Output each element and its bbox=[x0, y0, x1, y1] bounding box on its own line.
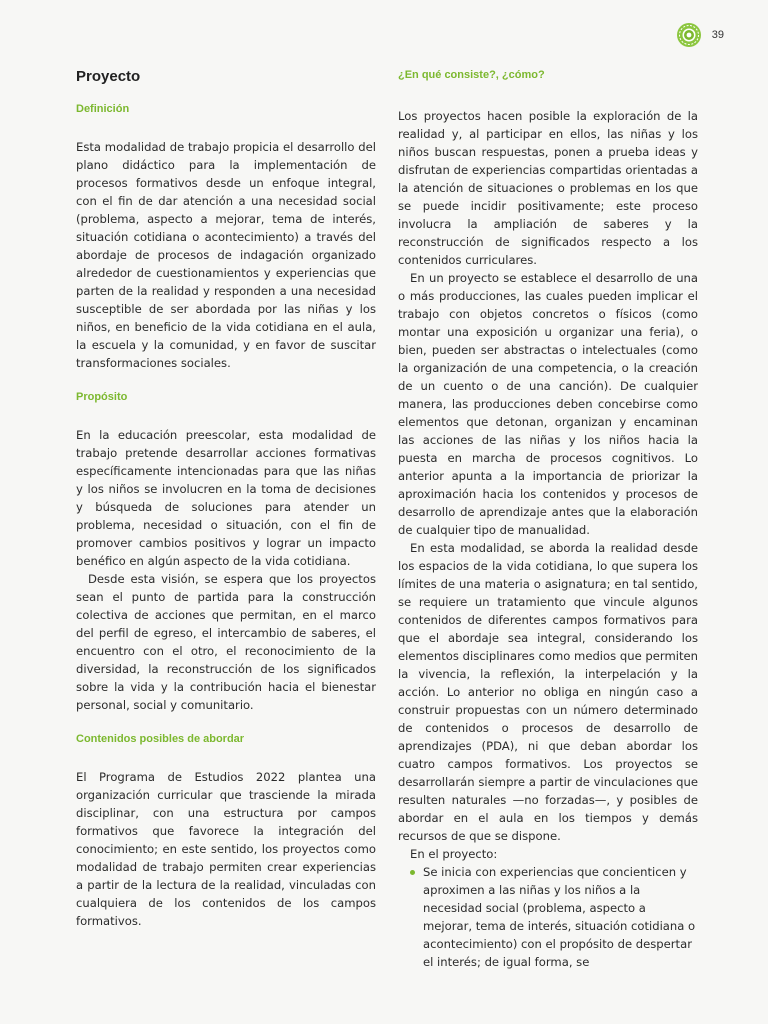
right-column bbox=[398, 66, 698, 971]
consiste-paragraph-1: Los proyectos hacen posible la exploración de la realidad y, al participar en ellos, las niñas y los niños buscan respuestas, ponen a prueba ideas y disfrutan de experiencias compartidas orientadas a la atención de situaciones o problemas en los que se puede incidir positivamente; este proceso involucra la ampliación de saberes y la reconstrucción de significados respecto a los contenidos curriculares. bbox=[398, 109, 698, 267]
definicion-heading: Definición bbox=[76, 103, 130, 115]
floral-ornament-icon bbox=[676, 22, 702, 48]
left-column bbox=[76, 66, 376, 930]
proposito-heading: Propósito bbox=[76, 391, 128, 403]
bullet-list bbox=[398, 863, 698, 971]
contenidos-heading: Contenidos posibles de abordar bbox=[76, 733, 245, 745]
consiste-paragraph-4: En el proyecto: bbox=[410, 847, 498, 861]
proposito-paragraph-2: Desde esta visión, se espera que los proyectos sean el punto de partida para la construcción colectiva de acciones que permitan, en el marco del perfil de egreso, el intercambio de saberes, el encuentro con el otro, el reconocimiento de la diversidad, la reconstrucción de los significados sobre la vida y la contribución hacia el bienestar personal, social y comunitario. bbox=[76, 572, 376, 712]
proposito-paragraph-1: En la educación preescolar, esta modalidad de trabajo pretende desarrollar acciones formativas específicamente intencionadas para que las niñas y los niños se involucren en la toma de decisiones y búsqueda de soluciones para atender un problema, necesidad o situación, con el fin de promover cambios positivos y lograr un impacto benéfico en algún aspecto de la vida cotidiana. bbox=[76, 428, 376, 568]
page-number: 39 bbox=[711, 29, 724, 41]
consiste-paragraph-3: En esta modalidad, se aborda la realidad desde los espacios de la vida cotidiana, lo que supera los límites de una materia o asignatura; en tal sentido, se requiere un tratamiento que vincule algunos contenidos de diferentes campos formativos para que el abordaje sea integral, considerando los elementos disciplinares como medios que permiten la vivencia, la reflexión, la interpelación y la acción. Lo anterior no obliga en ningún caso a construir propuestas con un número determinado de contenidos o procesos de desarrollo de aprendizajes (PDA), ni que deban abordar los cuatro campos formativos. Los proyectos se desarrollarán siempre a partir de vinculaciones que resulten naturales —no forzadas—, y posibles de abordar en el aula en los tiempos y demás recursos de que se dispone. bbox=[398, 541, 698, 843]
contenidos-paragraph: El Programa de Estudios 2022 plantea una organización curricular que trasciende la mirada disciplinar, con una estructura por campos formativos que favorece la integración del conocimiento; en este sentido, los proyectos como modalidad de trabajo permiten crear experiencias a partir de la lectura de la realidad, vinculadas con cualquiera de los contenidos de los campos formativos. bbox=[76, 770, 376, 928]
consiste-paragraph-2: En un proyecto se establece el desarrollo de una o más producciones, las cuales pueden implicar el trabajo con objetos concretos o físicos (como montar una exposición u organizar una feria), o bien, pueden ser abstractas o intelectuales (como la organización de una competencia, o la creación de un cuento o de una canción). De cualquier manera, las producciones deben concebirse como elementos que detonan, organizan y encaminan las acciones de las niñas y los niños hacia la puesta en marcha de procesos cognitivos. Lo anterior apunta a la importancia de priorizar la aproximación hacia los contenidos y procesos de desarrollo de aprendizaje antes que la elaboración de cualquier tipo de manualidad. bbox=[398, 271, 698, 537]
page-header bbox=[676, 22, 724, 48]
list-item: Se inicia con experiencias que concienticen y aproximen a las niñas y los niños a la necesidad social (problema, aspecto a mejorar, tema de interés, situación cotidiana o acontecimiento) con el propósito de despertar el interés; de igual forma, se bbox=[408, 863, 698, 971]
section-title: Proyecto bbox=[76, 68, 141, 85]
consiste-heading: ¿En qué consiste?, ¿cómo? bbox=[398, 69, 545, 81]
definicion-paragraph: Esta modalidad de trabajo propicia el desarrollo del plano didáctico para la implementación de procesos formativos desde un enfoque integral, con el fin de dar atención a una necesidad social (problema, aspecto a mejorar, tema de interés, situación cotidiana o acontecimiento) a través del abordaje de procesos de indagación organizado alrededor de cuestionamientos y experiencias que parten de la realidad y responden a una necesidad susceptible de ser abordada por las niñas y los niños, en beneficio de la vida cotidiana en el aula, la escuela y la comunidad, y en favor de suscitar transformaciones sociales. bbox=[76, 140, 376, 370]
